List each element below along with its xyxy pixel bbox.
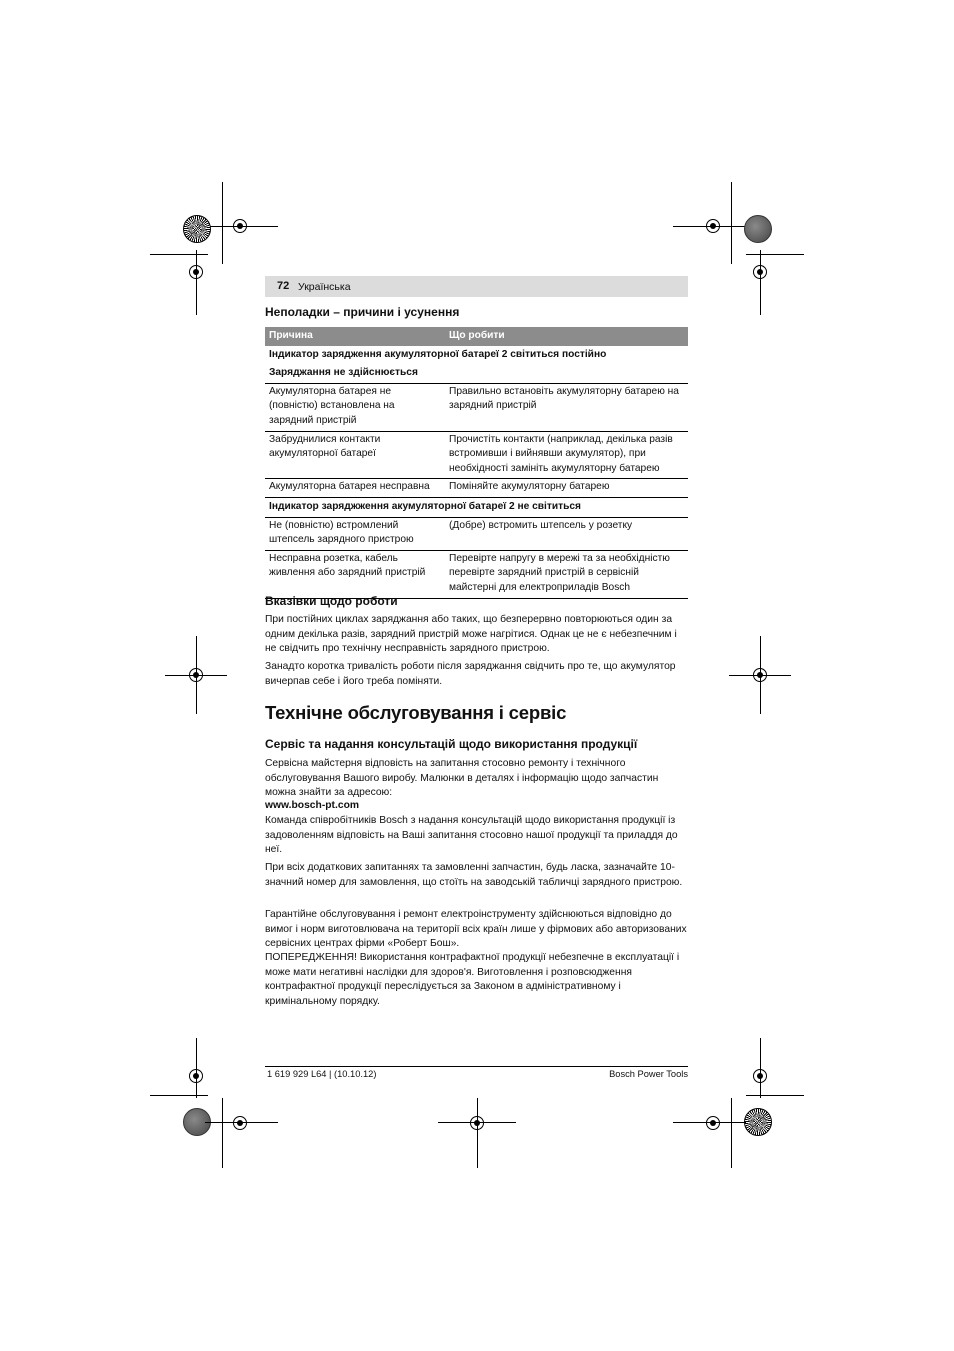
maintenance-title: Технічне обслуговування і сервіс: [265, 702, 567, 723]
group-heading: Індикатор зарядження акумуляторної батареї 2 світиться постійно: [269, 348, 607, 360]
table-row: [265, 479, 688, 498]
registration-disc-icon: [183, 215, 211, 243]
warning-paragraph: ПОПЕРЕДЖЕННЯ! Використання контрафактної продукції небезпечне в експлуатації і може мати негативні наслідки для здоров'я. Виготовлення і розповсюдження контрафактної продукції переслідується за Законом в адміністративному і кримінальному порядку.: [265, 952, 680, 1007]
cause-cell: Не (повністю) встромлений штепсель зарядного пристрою: [265, 517, 445, 550]
service-paragraph: При всіх додаткових запитаннях та замовленні запчастин, будь ласка, зазначайте 10-значний номер для замовлення, що стоїть на заводській табличці зарядного пристрою.: [265, 862, 683, 888]
table-row: [265, 431, 688, 479]
cause-cell: Акумуляторна батарея несправна: [265, 479, 445, 498]
column-header-remedy: Що робити: [445, 327, 688, 346]
remedy-cell: (Добре) встромить штепсель у розетку: [445, 517, 688, 550]
service-paragraph: Сервісна майстерня відповість на запитання стосовно ремонту і технічного обслуговування Вашого виробу. Малюнки в деталях і інформацію щодо запчастин можна знайти за адресою:: [265, 758, 659, 799]
remedy-cell: Поміняйте акумуляторну батарею: [445, 479, 688, 498]
table-row: [265, 517, 688, 550]
column-header-cause: Причина: [265, 327, 445, 346]
cause-cell: Акумуляторна батарея не (повністю) встановлена на зарядний пристрій: [265, 383, 445, 431]
service-paragraph: Команда співробітників Bosch з надання консультацій щодо використання продукції із задоволенням відповість на Ваші запитання стосовно нашої продукції та приладдя до неї.: [265, 815, 678, 856]
service-paragraph: Гарантійне обслуговування і ремонт електроінструменту здійснюються відповідно до вимог і норм виготовлювача на території всіх країн лише у фірмових або авторизованих сервісних центрах фірми «Роберт Бош».: [265, 909, 687, 950]
registration-disc-icon: [744, 1108, 772, 1136]
table-row: [265, 383, 688, 431]
group-subheading-row: [265, 364, 688, 383]
page-number: 72: [277, 280, 290, 292]
cause-cell: Несправна розетка, кабель живлення або зарядний пристрій: [265, 550, 445, 598]
service-url-link[interactable]: www.bosch-pt.com: [265, 800, 360, 811]
table-row: [265, 550, 688, 598]
remedy-cell: Прочистіть контакти (наприклад, декілька разів встромивши і вийнявши акумулятор), при необхідності замініть акумуляторну батарею: [445, 431, 688, 479]
group-subheading: Заряджання не здійснюється: [265, 364, 688, 383]
work-notes-title: Вказівки щодо роботи: [265, 594, 398, 608]
remedy-cell: Правильно встановіть акумуляторну батарею на зарядний пристрій: [445, 383, 688, 431]
troubleshooting-table: [265, 327, 688, 599]
group-heading: Індикатор заряджження акумуляторної батареї 2 не світиться: [265, 497, 688, 517]
cause-cell: Забруднилися контакти акумуляторної батареї: [265, 431, 445, 479]
remedy-cell: Перевірте напругу в мережі та за необхідністю перевірте зарядний пристрій в сервісній майстерні для електроприладів Bosch: [445, 550, 688, 598]
registration-disc-icon: [744, 215, 772, 243]
page-language: Українська: [298, 281, 351, 293]
service-subtitle: Сервіс та надання консультацій щодо використання продукції: [265, 737, 638, 751]
work-notes-paragraph: Занадто коротка тривалість роботи після заряджання свідчить про те, що акумулятор вичерпав себе і його треба поміняти.: [265, 661, 676, 687]
troubleshooting-title: Неполадки – причини і усунення: [265, 305, 460, 319]
footer-doc-code: 1 619 929 L64 | (10.10.12): [267, 1069, 377, 1079]
footer-brand: Bosch Power Tools: [609, 1069, 688, 1079]
group-heading-row: [265, 497, 688, 517]
group-heading-row: [265, 346, 688, 365]
footer-divider: [265, 1066, 688, 1067]
table-header-row: [265, 327, 688, 346]
work-notes-paragraph: При постійних циклах заряджання або таких, що безперервно повторюються один за одним декілька разів, зарядний пристрій може нагрітися. Однак це не є небезпечним і не свідчить про технічну несправність зарядного пристрою.: [265, 614, 677, 655]
